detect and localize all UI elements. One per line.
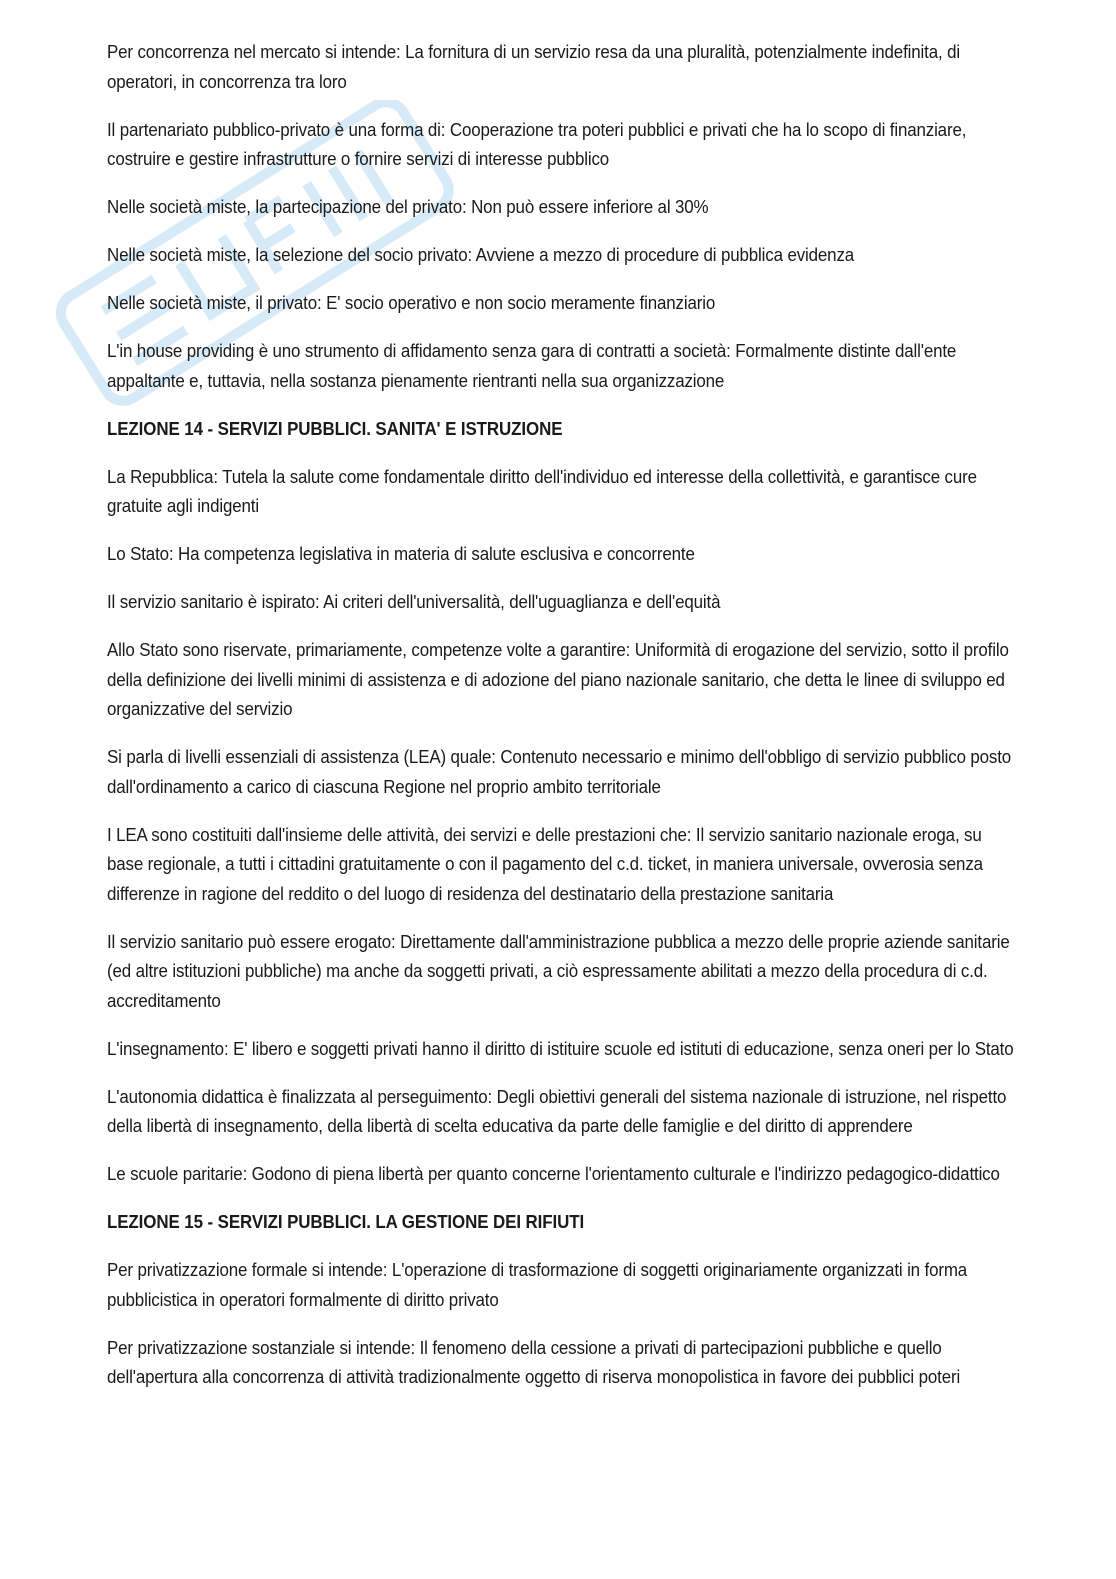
section-heading: LEZIONE 14 - SERVIZI PUBBLICI. SANITA' E ISTRUZIONE (107, 418, 563, 439)
paragraph: L'insegnamento: E' libero e soggetti privati hanno il diritto di istituire scuole ed istituti di educazione, senza oneri per lo Stato (107, 1038, 1014, 1059)
paragraph: Le scuole paritarie: Godono di piena libertà per quanto concerne l'orientamento culturale e l'indirizzo pedagogico-didattico (107, 1164, 1000, 1184)
section-heading: LEZIONE 15 - SERVIZI PUBBLICI. LA GESTIONE DEI RIFIUTI (107, 1212, 585, 1232)
paragraph: Nelle società miste, il privato: E' socio operativo e non socio meramente finanziario (107, 293, 716, 313)
paragraph: Per privatizzazione formale si intende: L'operazione di trasformazione di soggetti originariamente organizzati in forma pubblicistica in operatori formalmente di diritto privato (107, 1260, 968, 1310)
paragraph: I LEA sono costituiti dall'insieme delle attività, dei servizi e delle prestazioni che: Il servizio sanitario nazionale eroga, su base regionale, a tutti i cittadini gratuitamente o con il pagamento del c.d. ticket, in maniera universale, ovverosia senza differenze in ragione del reddito o del luogo di residenza del destinatario della prestazione sanitaria (107, 824, 983, 904)
paragraph: Il servizio sanitario può essere erogato: Direttamente dall'amministrazione pubblica a mezzo delle proprie aziende sanitarie (ed altre istituzioni pubbliche) ma anche da soggetti privati, a ciò espressamente abilitati a mezzo della procedura di c.d. accreditamento (107, 931, 1010, 1011)
paragraph: Nelle società miste, la selezione del socio privato: Avviene a mezzo di procedure di pubblica evidenza (107, 245, 855, 265)
paragraph: Si parla di livelli essenziali di assistenza (LEA) quale: Contenuto necessario e minimo dell'obbligo di servizio pubblico posto dall'ordinamento a carico di ciascuna Regione nel proprio ambito territoriale (107, 747, 1012, 797)
paragraph: Allo Stato sono riservate, primariamente, competenze volte a garantire: Uniformità di erogazione del servizio, sotto il profilo della definizione dei livelli minimi di assistenza e di adozione del piano nazionale sanitario, che detta le linee di sviluppo ed organizzative del servizio (107, 640, 1009, 719)
paragraph: Per concorrenza nel mercato si intende: La fornitura di un servizio resa da una pluralità, potenzialmente indefinita, di operatori, in concorrenza tra loro (107, 42, 960, 92)
paragraph: La Repubblica: Tutela la salute come fondamentale diritto dell'individuo ed interesse della collettività, e garantisce cure gratuite agli indigenti (107, 466, 977, 516)
paragraph: L'in house providing è uno strumento di affidamento senza gara di contratti a società: Formalmente distinte dall'ente appaltante e, tuttavia, nella sostanza pienamente rientranti nella sua organizzazione (107, 341, 957, 391)
paragraph: L'autonomia didattica è finalizzata al perseguimento: Degli obiettivi generali del sistema nazionale di istruzione, nel rispetto della libertà di insegnamento, della libertà di scelta educativa da parte delle famiglie e del diritto di apprendere (107, 1086, 1007, 1136)
paragraph: Per privatizzazione sostanziale si intende: Il fenomeno della cessione a privati di partecipazioni pubbliche e quello dell'apertura alla concorrenza di attività tradizionalmente oggetto di riserva monopolistica in favore dei pubblici poteri (107, 1337, 961, 1387)
document-page (107, 38, 1014, 1411)
paragraph: Lo Stato: Ha competenza legislativa in materia di salute esclusiva e concorrente (107, 544, 695, 564)
paragraph: Il partenariato pubblico-privato è una forma di: Cooperazione tra poteri pubblici e privati che ha lo scopo di finanziare, costruire e gestire infrastrutture o fornire servizi di interesse pubblico (107, 119, 967, 169)
paragraph: Nelle società miste, la partecipazione del privato: Non può essere inferiore al 30% (107, 197, 709, 217)
paragraph: Il servizio sanitario è ispirato: Ai criteri dell'universalità, dell'uguaglianza e dell'equità (107, 592, 721, 612)
